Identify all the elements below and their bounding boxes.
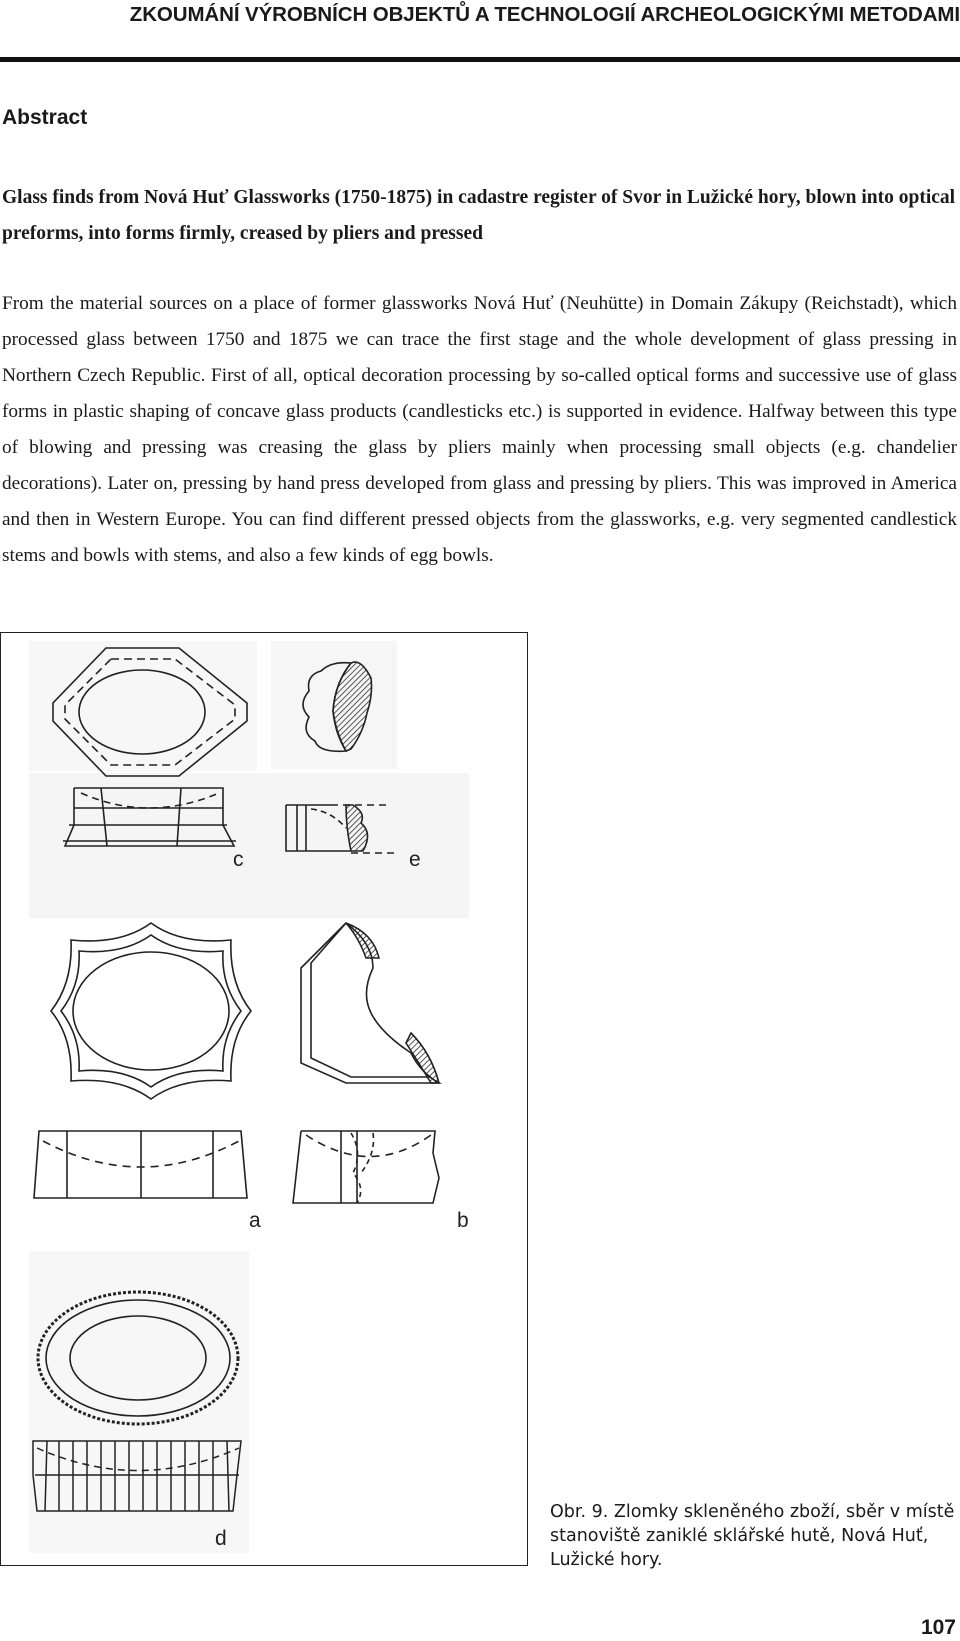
drawing-a-side	[34, 1131, 247, 1198]
running-head: ZKOUMÁNÍ VÝROBNÍCH OBJEKTŮ A TECHNOLOGIÍ ARCHEOLOGICKÝMI METODAMI	[129, 3, 960, 26]
figure-label-d: d	[215, 1527, 227, 1550]
page-number: 107	[920, 1616, 956, 1639]
article-title: Glass finds from Nová Huť Glassworks (1750-1875) in cadastre register of Svor in Lužické hory, blown into optical preforms, into forms firmly, creased by pliers and pressed	[2, 187, 956, 244]
drawing-b-top	[301, 923, 439, 1083]
drawing-a-top	[51, 923, 251, 1099]
abstract-body: From the material sources on a place of former glassworks Nová Huť (Neuhütte) in Domain Zákupy (Reichstadt), which processed glass between 1750 and 1875 we can trace the first stage and the whole development of glass pressing in Northern Czech Republic. First of all, optical decoration processing by so-called optical forms and successive use of glass forms in plastic shaping of concave glass products (candlesticks etc.) is supported in evidence. Halfway between this type of blowing and pressing was creasing the glass by pliers mainly when processing small objects (e.g. chandelier decorations). Later on, pressing by hand press developed from glass and pressing by pliers. This was improved in America and then in Western Europe. You can find different pressed objects from the glassworks, e.g. very segmented candlestick stems and bowls with stems, and also a few kinds of egg bowls.	[2, 293, 957, 566]
abstract-heading: Abstract	[2, 106, 88, 129]
figure-label-a: a	[249, 1209, 261, 1232]
figure-label-b: b	[457, 1209, 469, 1232]
figure-caption: Obr. 9. Zlomky skleněného zboží, sběr v místě stanoviště zaniklé sklářské hutě, Nová Huť, Lužické hory.	[550, 1502, 955, 1570]
figure-label-c: c	[233, 848, 244, 871]
figure-glass-fragments	[0, 632, 528, 1566]
figure-drawings	[1, 633, 528, 1566]
figure-label-e: e	[409, 848, 421, 871]
drawing-b-side	[293, 1131, 439, 1203]
header-rule	[0, 57, 960, 62]
scan-tone	[29, 641, 257, 771]
